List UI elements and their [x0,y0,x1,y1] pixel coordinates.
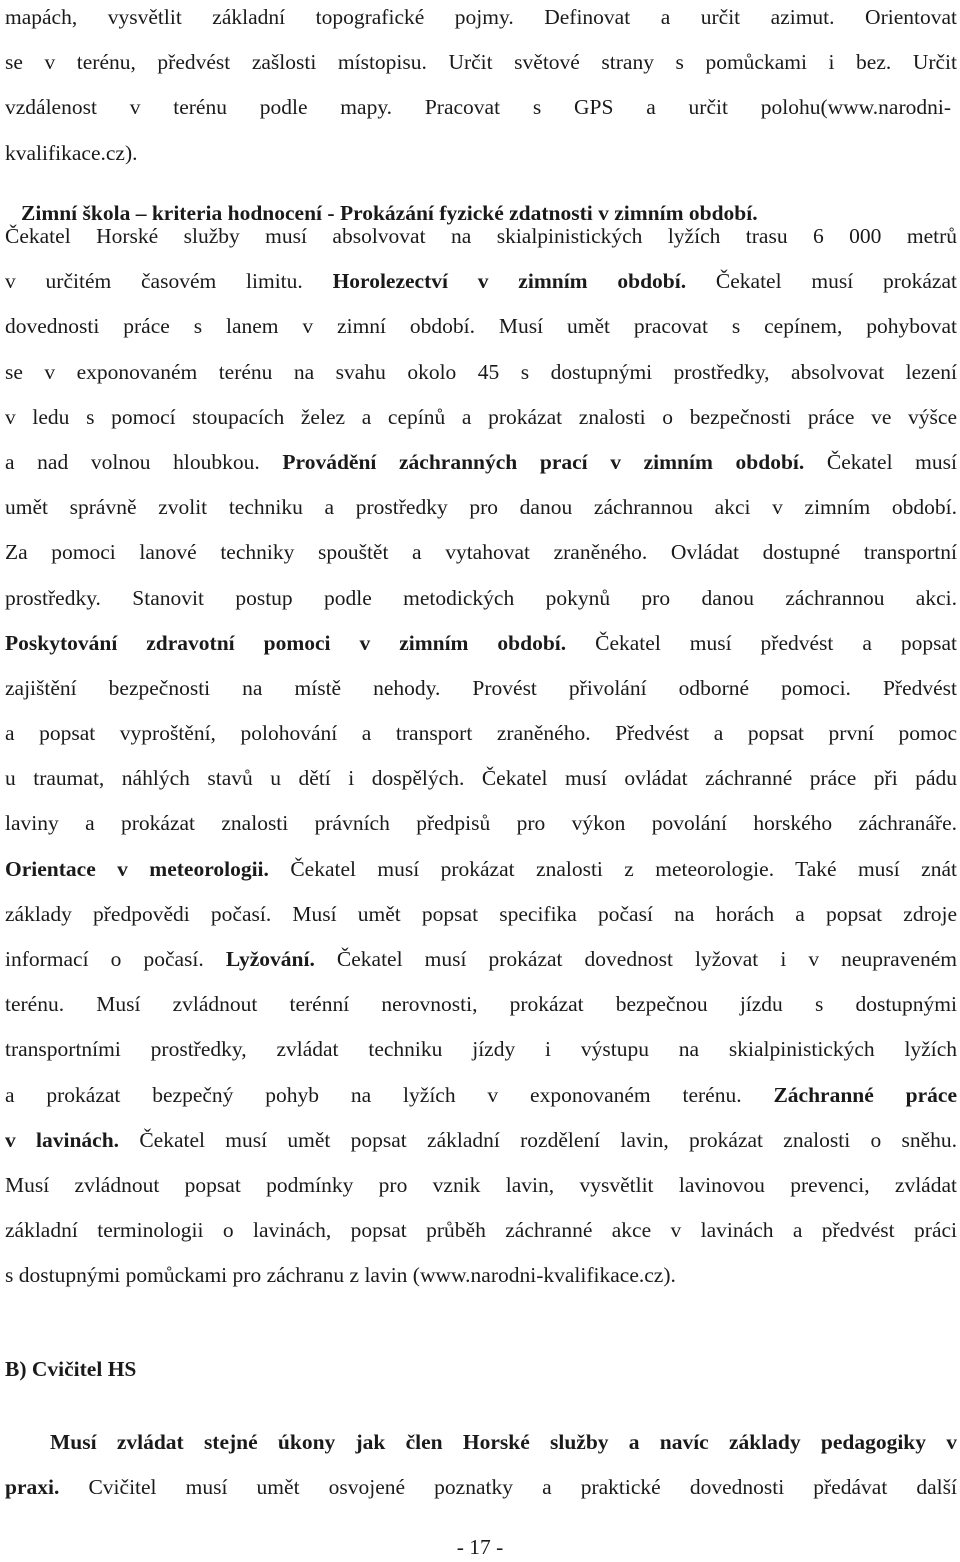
text-line: a popsat vyproštění, polohování a transport zraněného. Předvést a popsat první pomoc [5,721,957,746]
paragraph-winter-criteria [5,214,957,1299]
text-line [5,440,957,485]
text-line: u traumat, náhlých stavů u dětí i dospělých. Čekatel musí ovládat záchranné práce při pádu [5,766,957,791]
text-run-bold: praxi. [5,1475,60,1500]
text-run: Čekatel musí prokázat [686,269,957,294]
subheading-mountaineering: Horolezectví v zimním období. [332,269,687,294]
page-number: - 17 - [456,1535,504,1559]
subheading-skiing: Lyžování. [225,947,315,971]
text-line: zajištění bezpečnosti na místě nehody. Provést přivolání odborné pomoci. Předvést [5,675,957,700]
text-line: Musí zvládat stejné úkony jak člen Horské služby a navíc základy pedagogiky v [50,1430,957,1454]
subheading-avalanche-rescue-cont: v lavinách. [5,1127,120,1152]
text-line [5,1465,957,1510]
text-line [5,1073,957,1118]
text-run: Cvičitel musí umět osvojené poznatky a praktické dovednosti předávat další [59,1475,957,1500]
text-run: v určitém časovém limitu. [5,269,333,294]
text-run: Čekatel musí [804,449,957,474]
text-line: prostředky. Stanovit postup podle metodických pokynů pro danou záchrannou akci. [5,585,957,610]
paragraph-topography [5,0,957,176]
text-run: informací o počasí. [5,947,226,971]
winter-school-heading: Zimní škola – kriteria hodnocení - Prokázání fyzické zdatnosti v zimním období. [21,201,758,225]
text-line: terénu. Musí zvládnout terénní nerovnosti, prokázat bezpečnou jízdu s dostupnými [5,992,957,1017]
text-line: dovednosti práce s lanem v zimní období. Musí umět pracovat s cepínem, pohybovat [5,314,957,339]
text-line [5,1118,957,1163]
text-run: Čekatel musí prokázat znalosti z meteorologie. Také musí znát [268,856,957,881]
subheading-first-aid: Poskytování zdravotní pomoci v zimním období. [5,630,567,655]
text-line: v ledu s pomocí stoupacích želez a cepínů a prokázat znalosti o bezpečnosti práce ve výšce [5,404,957,429]
text-line: mapách, vysvětlit základní topografické pojmy. Definovat a určit azimut. Orientovat [5,5,957,29]
text-line: se v exponovaném terénu na svahu okolo 45 s dostupnými prostředky, absolvovat lezení [5,359,957,384]
text-run: a prokázat bezpečný pohyb na lyžích v exponovaném terénu. [5,1082,774,1107]
text-line [5,259,957,304]
text-run: Čekatel musí prokázat dovednost lyžovat i v neupraveném [314,947,957,971]
text-run: Čekatel musí umět popsat základní rozdělení lavin, prokázat znalosti o sněhu. [119,1127,957,1152]
text-run: Čekatel musí předvést a popsat [566,630,957,655]
text-line [5,937,957,982]
subheading-rescue-work: Provádění záchranných prací v zimním období. [282,449,805,474]
text-line: se v terénu, předvést zašlosti místopisu. Určit světové strany s pomůckami i bez. Určit [5,50,957,75]
subheading-meteorology: Orientace v meteorologii. [5,856,269,881]
text-line: transportními prostředky, zvládat techniku jízdy i výstupu na skialpinistických lyžích [5,1037,957,1062]
paragraph-instructor [5,1420,957,1510]
text-line: základní terminologii o lavinách, popsat průběh záchranné akce v lavinách a předvést práci [5,1218,957,1243]
text-line [5,621,957,666]
section-b-heading: B) Cvičitel HS [5,1357,137,1381]
text-line: s dostupnými pomůckami pro záchranu z lavin (www.narodni-kvalifikace.cz). [5,1263,676,1288]
text-line: Za pomoci lanové techniky spouštět a vytahovat zraněného. Ovládat dostupné transportní [5,540,957,565]
text-line: laviny a prokázat znalosti právních předpisů pro výkon povolání horského záchranáře. [5,811,957,836]
text-line: základy předpovědi počasí. Musí umět popsat specifika počasí na horách a popsat zdroje [5,901,957,926]
text-run: a nad volnou hloubkou. [5,449,283,474]
text-line: vzdálenost v terénu podle mapy. Pracovat s GPS a určit polohu(www.narodni- [5,95,951,120]
text-line: kvalifikace.cz). [5,140,138,165]
text-line: umět správně zvolit techniku a prostředky pro danou záchrannou akci v zimním období. [5,495,957,520]
subheading-avalanche-rescue: Záchranné práce [773,1082,957,1107]
text-line: Musí zvládnout popsat podmínky pro vznik lavin, vysvětlit lavinovou prevenci, zvládat [5,1172,957,1197]
text-line [5,847,957,892]
text-line: Čekatel Horské služby musí absolvovat na skialpinistických lyžích trasu 6 000 metrů [5,224,957,248]
